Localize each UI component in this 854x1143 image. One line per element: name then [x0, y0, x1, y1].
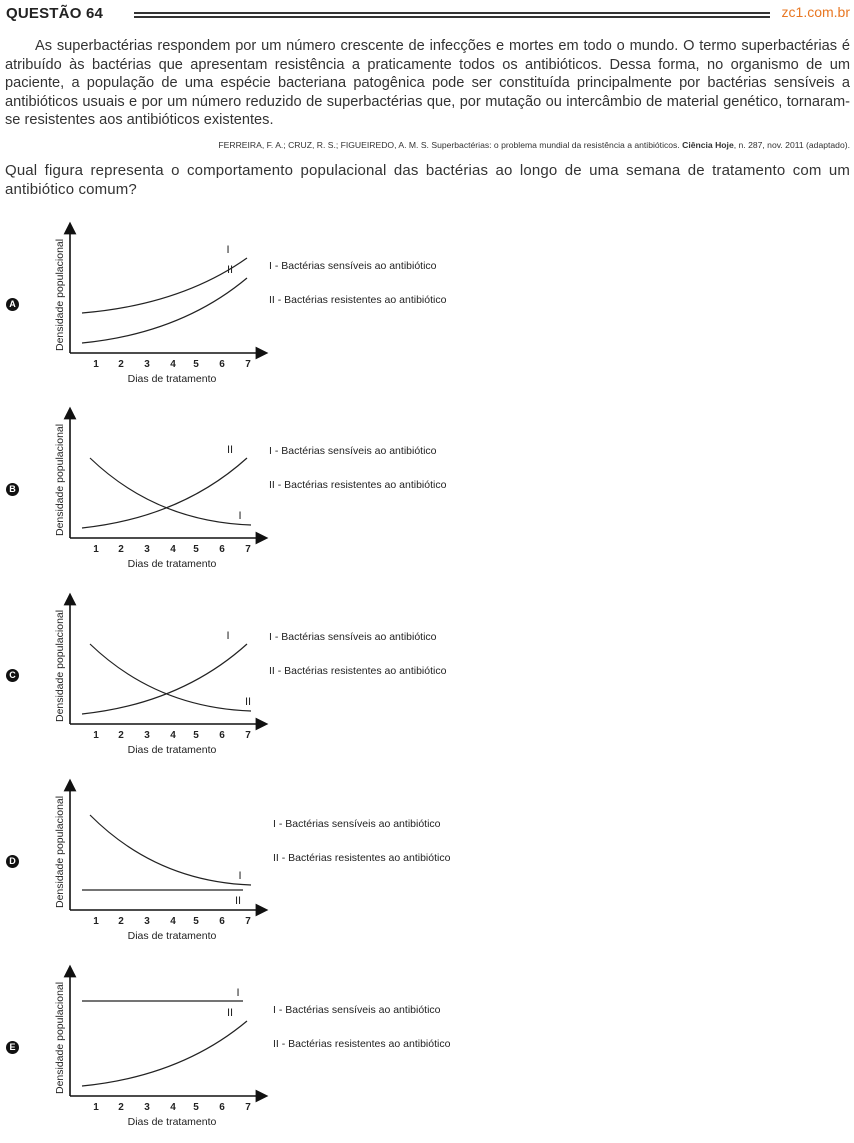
x-tick-label: 4 — [170, 730, 176, 741]
x-tick-label: 5 — [193, 916, 199, 927]
legend-item-ii: II - Bactérias resistentes ao antibiótico — [273, 1038, 451, 1050]
site-brand[interactable]: zc1.com.br — [781, 4, 850, 20]
option-d[interactable] — [0, 777, 520, 957]
option-b[interactable] — [0, 405, 520, 585]
x-tick-label: 2 — [118, 730, 124, 741]
x-tick-label: 5 — [193, 359, 199, 370]
x-tick-label: 2 — [118, 1102, 124, 1113]
legend-item-i: I - Bactérias sensíveis ao antibiótico — [273, 818, 441, 830]
header-rule — [134, 12, 770, 18]
chart-d — [0, 777, 280, 957]
series-ii-label: II — [226, 1007, 234, 1019]
series-ii-label: II — [226, 264, 234, 276]
x-tick-label: 7 — [245, 1102, 251, 1113]
series-ii-line — [90, 644, 251, 711]
series-ii-line — [82, 458, 247, 528]
option-letter-a[interactable]: A — [6, 298, 19, 311]
x-tick-label: 6 — [219, 916, 225, 927]
option-letter-c[interactable]: C — [6, 669, 19, 682]
question-header — [6, 4, 850, 24]
citation-journal: Ciência Hoje — [682, 140, 734, 150]
x-tick-label: 2 — [118, 359, 124, 370]
x-tick-label: 7 — [245, 359, 251, 370]
x-tick-label: 7 — [245, 544, 251, 555]
x-axis-label: Dias de tratamento — [127, 558, 217, 570]
series-i-line — [82, 644, 247, 714]
x-tick-label: 6 — [219, 1102, 225, 1113]
x-tick-label: 7 — [245, 730, 251, 741]
intro-paragraph: As superbactérias respondem por um número crescente de infecções e mortes em todo o mundo. O termo superbactérias é atribuído às bactérias que apresentam resistência a praticamente todos os antibióticos. Dessa forma, no organismo de um paciente, a população de uma espécie bacteriana patogênica pode ser constituída principalmente por bactérias sensíveis a antibióticos usuais e por um número reduzido de superbactérias que, por mutação ou intercâmbio de material genético, tornaram-se resistentes aos antibióticos existentes. — [5, 38, 850, 129]
y-axis-label: Densidade populacional — [54, 795, 66, 908]
legend-item-i: I - Bactérias sensíveis ao antibiótico — [269, 260, 437, 272]
x-tick-label: 5 — [193, 1102, 199, 1113]
series-i-line — [90, 458, 251, 525]
x-tick-label: 2 — [118, 916, 124, 927]
y-axis-label: Densidade populacional — [54, 981, 66, 1094]
series-ii-line — [82, 1021, 247, 1086]
x-tick-label: 1 — [93, 1102, 99, 1113]
x-tick-label: 3 — [144, 730, 150, 741]
x-tick-label: 1 — [93, 916, 99, 927]
x-tick-label: 2 — [118, 544, 124, 555]
option-e[interactable] — [0, 963, 520, 1143]
citation-tail: , n. 287, nov. 2011 (adaptado). — [733, 140, 850, 150]
legend-item-ii: II - Bactérias resistentes ao antibiótico — [269, 665, 447, 677]
option-letter-e[interactable]: E — [6, 1041, 19, 1054]
option-letter-d[interactable]: D — [6, 855, 19, 868]
y-axis-label: Densidade populacional — [54, 423, 66, 536]
x-tick-label: 1 — [93, 544, 99, 555]
question-title: QUESTÃO 64 — [6, 5, 104, 22]
series-ii-label: II — [244, 696, 252, 708]
series-ii-label: II — [234, 895, 242, 907]
option-c[interactable] — [0, 591, 520, 771]
x-tick-label: 6 — [219, 359, 225, 370]
x-tick-label: 3 — [144, 359, 150, 370]
x-axis-label: Dias de tratamento — [127, 373, 217, 385]
x-tick-label: 7 — [245, 916, 251, 927]
x-axis-label: Dias de tratamento — [127, 1116, 217, 1128]
chart-e — [0, 963, 280, 1143]
series-i-label: I — [238, 510, 242, 522]
x-tick-label: 1 — [93, 359, 99, 370]
legend-item-ii: II - Bactérias resistentes ao antibiótico — [269, 479, 447, 491]
option-a[interactable] — [0, 220, 520, 400]
legend-item-ii: II - Bactérias resistentes ao antibiótico — [269, 294, 447, 306]
question-prompt: Qual figura representa o comportamento populacional das bactérias ao longo de uma semana de tratamento com um antibiótico comum? — [5, 162, 850, 198]
legend-item-ii: II - Bactérias resistentes ao antibiótico — [273, 852, 451, 864]
x-tick-label: 6 — [219, 730, 225, 741]
x-axis-label: Dias de tratamento — [127, 744, 217, 756]
x-tick-label: 5 — [193, 544, 199, 555]
x-tick-label: 4 — [170, 359, 176, 370]
x-tick-label: 3 — [144, 544, 150, 555]
x-tick-label: 3 — [144, 916, 150, 927]
x-tick-label: 1 — [93, 730, 99, 741]
series-i-label: I — [226, 630, 230, 642]
series-i-line — [82, 258, 247, 313]
x-tick-label: 4 — [170, 544, 176, 555]
series-ii-label: II — [226, 444, 234, 456]
option-letter-b[interactable]: B — [6, 483, 19, 496]
x-tick-label: 3 — [144, 1102, 150, 1113]
x-tick-label: 4 — [170, 1102, 176, 1113]
y-axis-label: Densidade populacional — [54, 609, 66, 722]
series-i-label: I — [226, 244, 230, 256]
legend-item-i: I - Bactérias sensíveis ao antibiótico — [273, 1004, 441, 1016]
citation — [218, 140, 850, 150]
legend-item-i: I - Bactérias sensíveis ao antibiótico — [269, 631, 437, 643]
x-axis-label: Dias de tratamento — [127, 930, 217, 942]
legend-item-i: I - Bactérias sensíveis ao antibiótico — [269, 445, 437, 457]
series-i-label: I — [236, 987, 240, 999]
series-i-label: I — [238, 870, 242, 882]
chart-b — [0, 405, 280, 585]
chart-c — [0, 591, 280, 771]
x-tick-label: 4 — [170, 916, 176, 927]
series-i-line — [90, 815, 251, 885]
y-axis-label: Densidade populacional — [54, 238, 66, 351]
x-tick-label: 6 — [219, 544, 225, 555]
x-tick-label: 5 — [193, 730, 199, 741]
citation-text: FERREIRA, F. A.; CRUZ, R. S.; FIGUEIREDO, A. M. S. Superbactérias: o problema mundial da resistência a antibióticos. — [218, 140, 683, 150]
chart-a — [0, 220, 280, 400]
